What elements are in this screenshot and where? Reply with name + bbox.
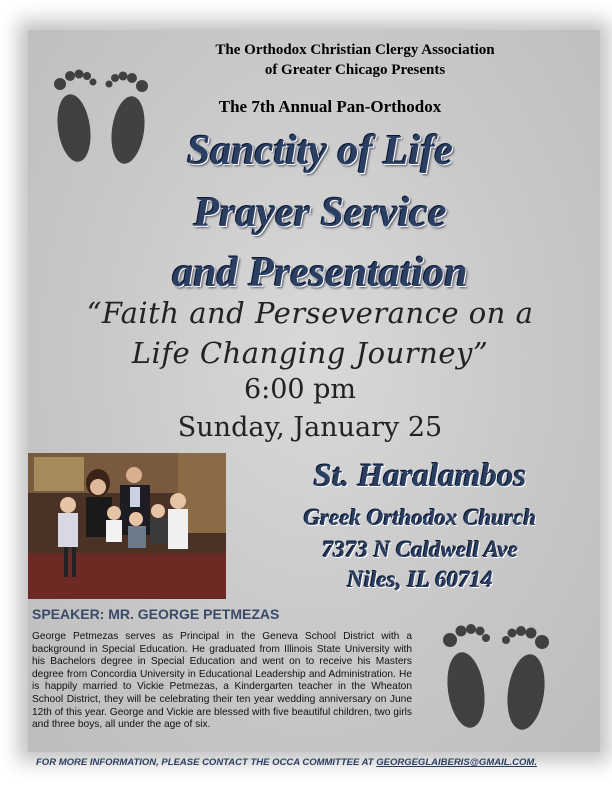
event-time: 6:00 pm xyxy=(243,374,357,405)
speaker-heading: SPEAKER: MR. GEORGE PETMEZAS xyxy=(32,606,280,622)
presenter-heading xyxy=(160,40,550,80)
baby-footprints-icon xyxy=(430,608,560,738)
theme-line-1: “Faith and Perseverance on a xyxy=(86,296,534,330)
church-name: St. Haralambos xyxy=(313,458,527,494)
church-street: 7373 N Caldwell Ave xyxy=(321,537,519,562)
contact-footer xyxy=(36,757,596,768)
speaker-bio: George Petmezas serves as Principal in the Geneva School District with a background in Special Education. He graduated from Illinois State University with his Bachelors degree in Special Education and went on to receive his Masters degree from Concordia University in Educational Leadership and Administration. He is happily married to Vickie Petmezas, a Kindergarten teacher in the Wheaton School District, they will be celebrating their ten year wedding anniversary on June 12th of this year. George and Vickie are blessed with five beautiful children, two girls and three boys, all under the age of six. xyxy=(32,631,412,731)
family-photo xyxy=(28,453,226,599)
contact-email-link[interactable]: GEORGEGLAIBERIS@GMAIL.COM. xyxy=(376,757,537,768)
theme-line-2: Life Changing Journey” xyxy=(131,336,489,370)
event-title-line-3: and Presentation xyxy=(172,250,468,296)
church-type: Greek Orthodox Church xyxy=(303,505,537,530)
annual-event-label: The 7th Annual Pan-Orthodox xyxy=(218,97,442,116)
contact-text: FOR MORE INFORMATION, PLEASE CONTACT THE OCCA COMMITTEE AT xyxy=(36,757,374,768)
event-date: Sunday, January 25 xyxy=(177,412,443,443)
presenter-line-1: The Orthodox Christian Clergy Association xyxy=(215,42,495,58)
presenter-line-2: of Greater Chicago Presents xyxy=(264,62,446,78)
event-title-line-2: Prayer Service xyxy=(193,190,447,236)
church-city: Niles, IL 60714 xyxy=(347,567,493,592)
event-title-line-1: Sanctity of Life xyxy=(187,128,453,174)
